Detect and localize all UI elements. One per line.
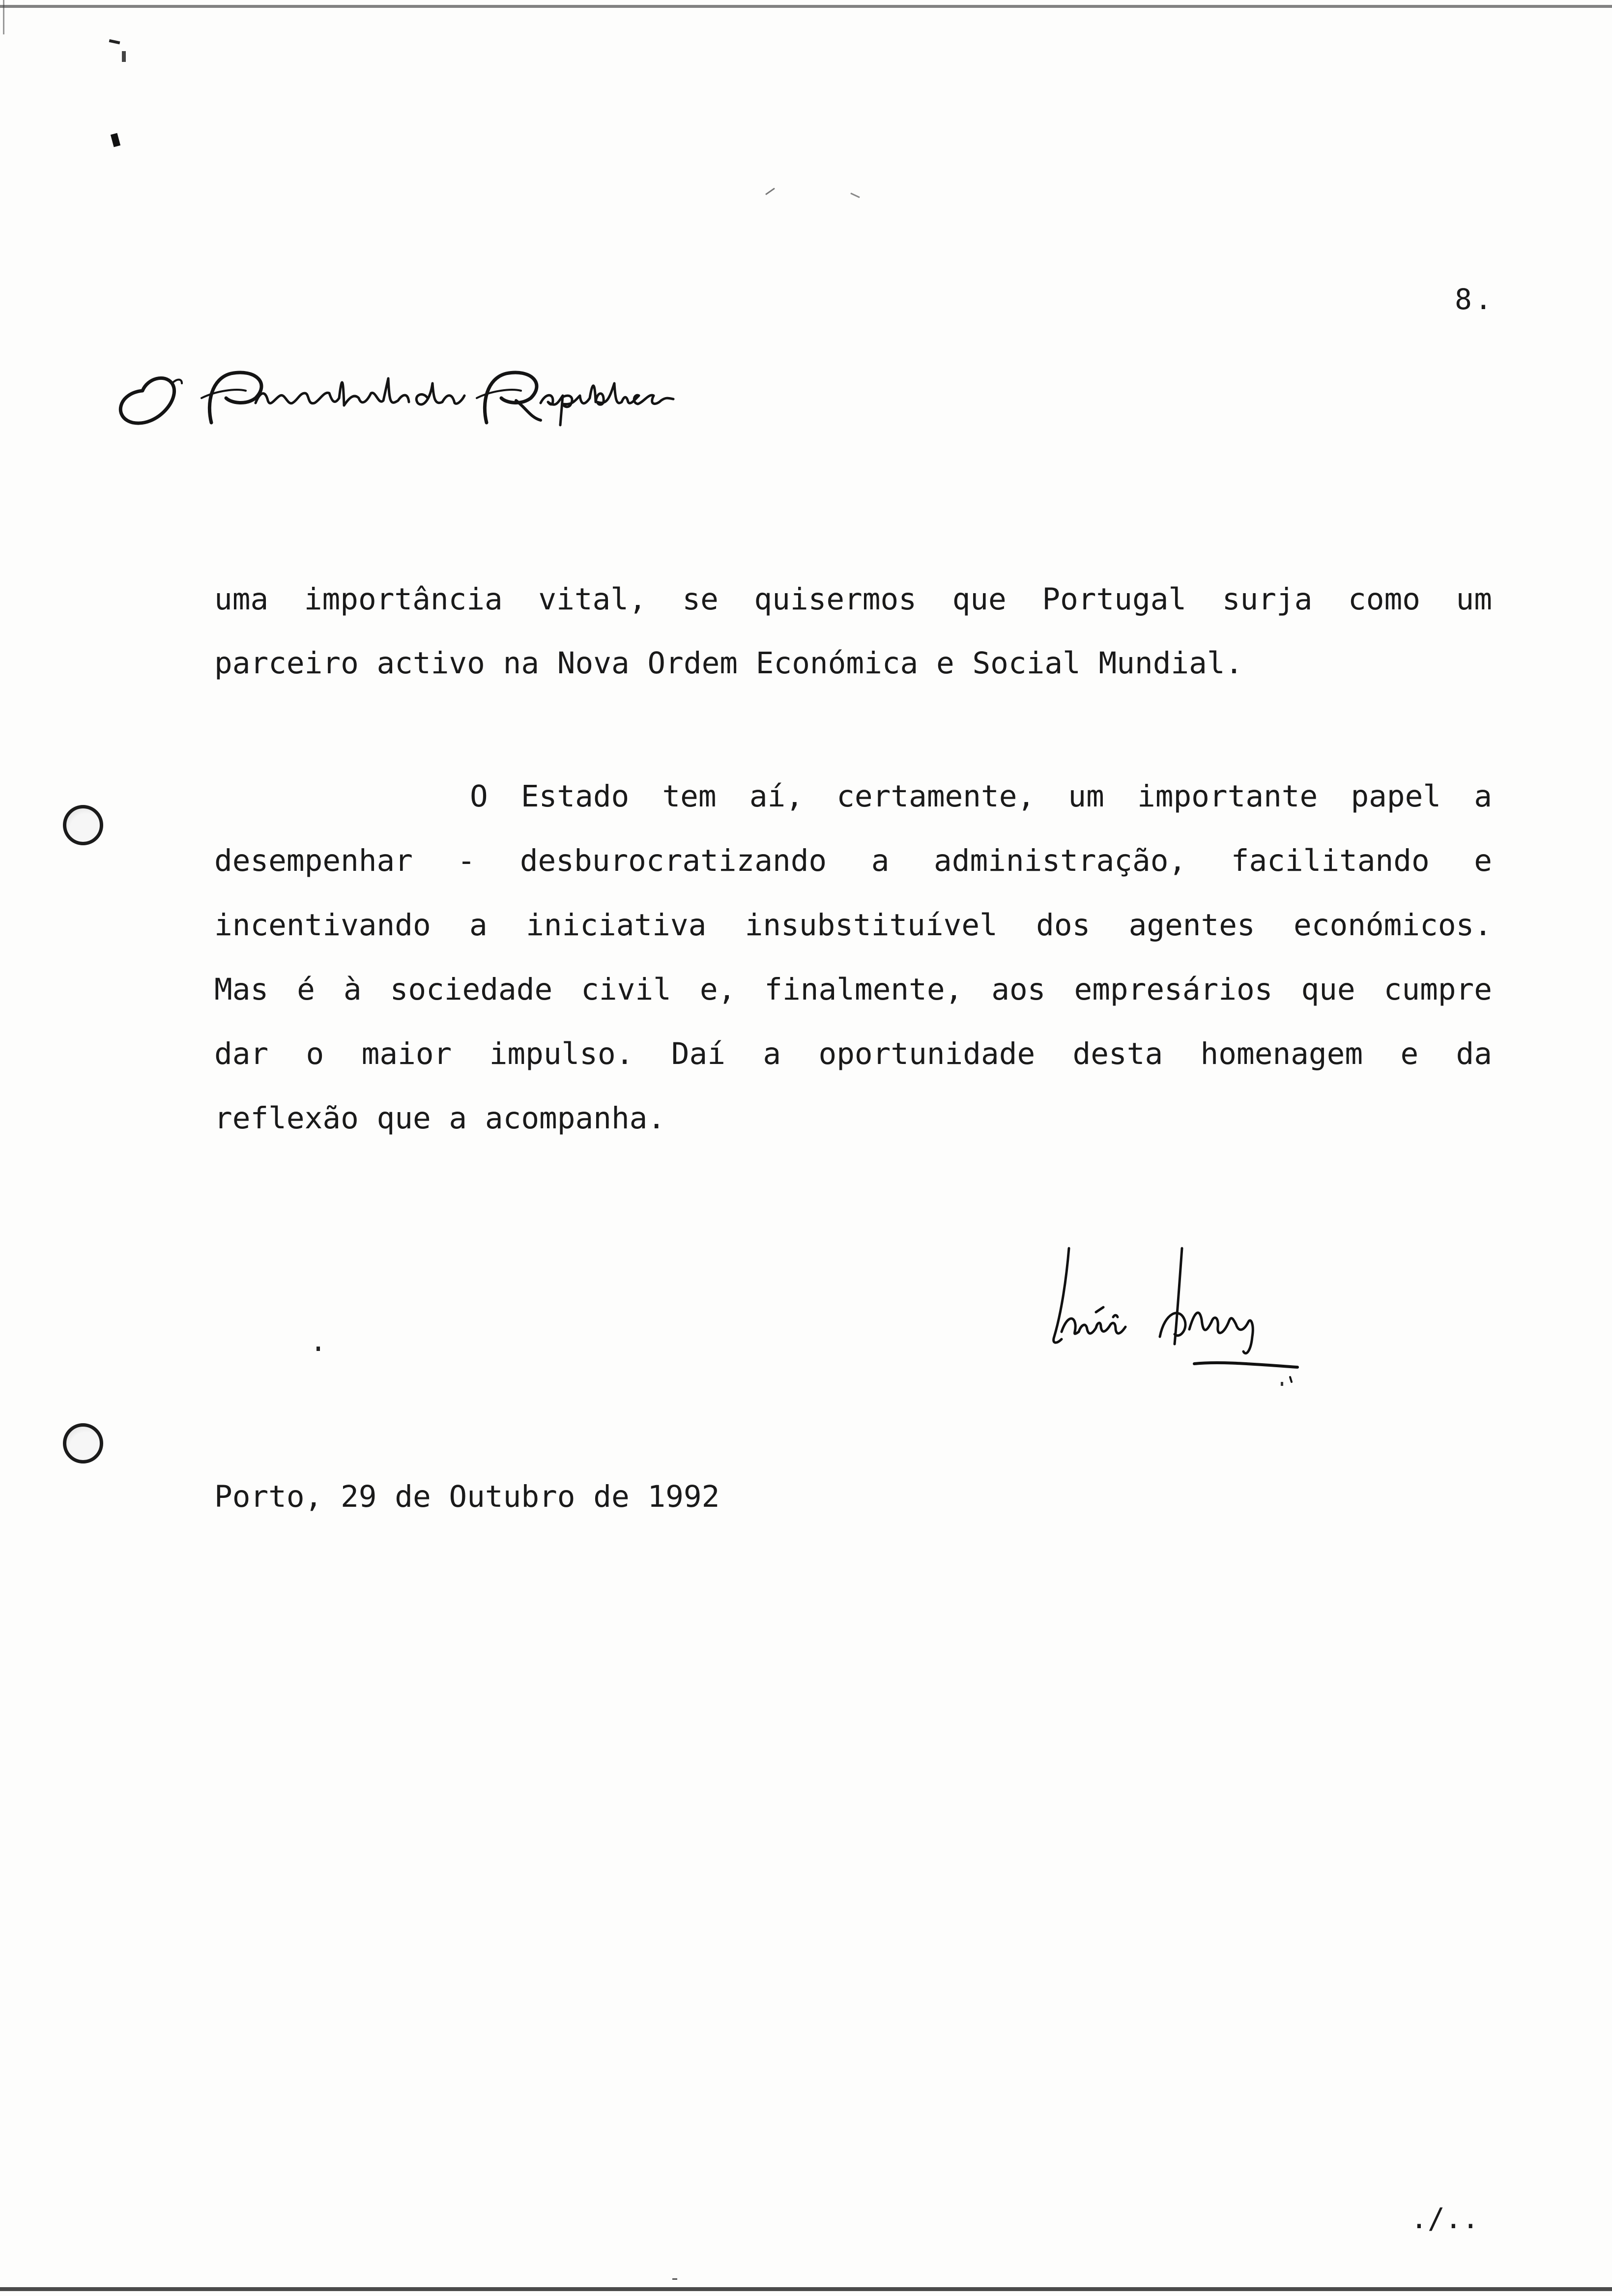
letterhead-logo [108, 344, 688, 437]
scan-speck [765, 188, 775, 195]
paragraph-2 [214, 764, 1492, 1150]
paragraph-1-line: uma importância vital, se quisermos que Portugal surja como um [214, 582, 1492, 617]
paragraph-2-line: desempenhar - desburocratizando a administração, facilitando e [214, 843, 1492, 878]
paragraph-2-line: incentivando a iniciativa insubstituível dos agentes económicos. [214, 908, 1492, 943]
scan-speck [850, 193, 860, 198]
scan-speck [672, 2278, 677, 2280]
paragraph-2-line: reflexão que a acompanha. [214, 1101, 666, 1136]
handwritten-signature [1032, 1238, 1317, 1386]
paragraph-1 [214, 568, 1492, 695]
continuation-mark: ./.. [1410, 2202, 1479, 2235]
paragraph-2-line: Mas é à sociedade civil e, finalmente, aos empresários que cumpre [214, 972, 1492, 1007]
scan-bottom-edge [0, 2287, 1612, 2291]
scan-speck [122, 51, 126, 62]
scan-top-edge [0, 5, 1612, 8]
punch-hole [63, 1423, 103, 1464]
scan-speck [317, 1347, 320, 1351]
scan-speck [111, 133, 120, 147]
scan-left-edge [3, 0, 4, 34]
scan-speck [109, 39, 120, 44]
paragraph-1-line: parceiro activo na Nova Ordem Económica e Social Mundial. [214, 646, 1243, 681]
paragraph-2-line: O Estado tem aí, certamente, um importante papel a [470, 779, 1492, 814]
page-number: 8. [1455, 283, 1495, 316]
punch-hole [63, 805, 103, 845]
dateline: Porto, 29 de Outubro de 1992 [214, 1479, 720, 1514]
paragraph-2-line: dar o maior impulso. Daí a oportunidade desta homenagem e da [214, 1036, 1492, 1071]
